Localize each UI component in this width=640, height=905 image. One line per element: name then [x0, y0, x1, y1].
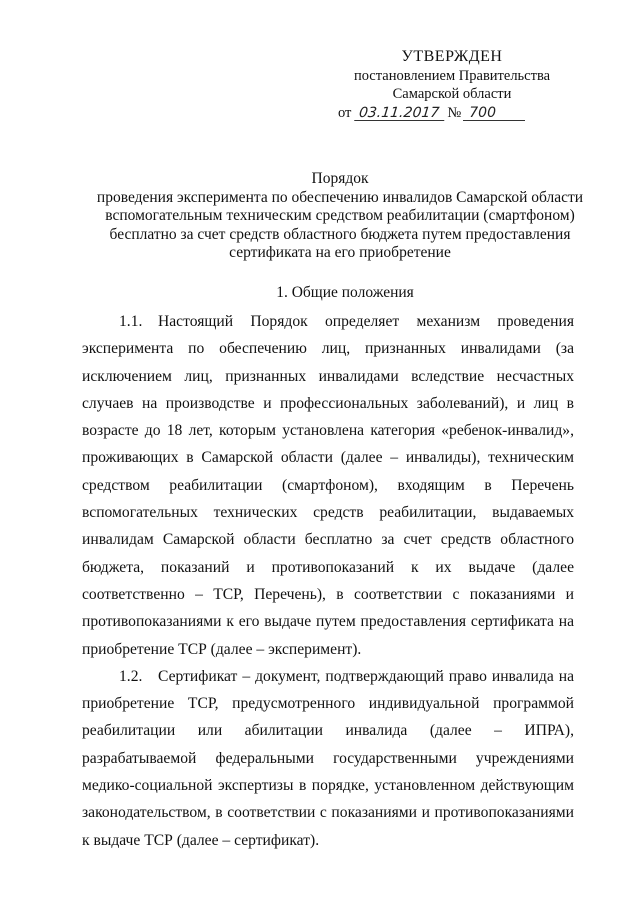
approval-line-1: постановлением Правительства [353, 68, 551, 84]
title-line: бесплатно за счет средств областного бюджета путем предоставления [109, 225, 571, 243]
title-line: вспомогательным техническим средством реабилитации (смартфоном) [105, 207, 575, 224]
title-line: Порядок [311, 170, 369, 187]
approval-stamp [338, 48, 566, 122]
approval-line-2: Самарской области [392, 86, 512, 102]
title-line: проведения эксперимента по обеспечению инвалидов Самарской области [96, 188, 584, 206]
approval-title: УТВЕРЖДЕН [401, 48, 503, 65]
document-body [82, 308, 574, 854]
paragraph-1-2: 1.2. Сертификат – документ, подтверждающий право инвалида на приобретение ТСР, предусмотренного индивидуальной программой реабилитации или абилитации инвалида (далее – ИПРА), разрабатываемой федеральными государственными учреждениями медико-социальной экспертизы в порядке, установленном действующим законодательством, в соответствии с показаниями и противопоказаниями к выдаче ТСР (далее – сертификат). [82, 667, 574, 849]
handwritten-number: 700 [463, 106, 525, 121]
section-heading: 1. Общие положения [276, 284, 414, 301]
date-prefix: от [338, 105, 352, 121]
approval-date-line [338, 104, 566, 122]
document-title [60, 170, 620, 263]
number-prefix: № [447, 105, 462, 121]
title-line: сертификата на его приобретение [229, 244, 451, 261]
handwritten-date: 03.11.2017 [355, 106, 447, 121]
paragraph-1-1: 1.1. Настоящий Порядок определяет механизм проведения эксперимента по обеспечению лиц, признанных инвалидами (за исключением лиц, признанных инвалидами вследствие несчастных случаев на производстве и профессиональных заболеваний), и лиц в возрасте до 18 лет, которым установлена категория «ребенок-инвалид», проживающих в Самарской области (далее – инвалиды), техническим средством реабилитации (смартфоном), входящим в Перечень вспомогательных технических средств реабилитации, выдаваемых инвалидам Самарской области бесплатно за счет средств областного бюджета, показаний и противопоказаний к их выдаче (далее соответственно – ТСР, Перечень), в соответствии с показаниями и противопоказаниями к его выдаче путем предоставления сертификата на приобретение ТСР (далее – эксперимент). [82, 313, 574, 658]
